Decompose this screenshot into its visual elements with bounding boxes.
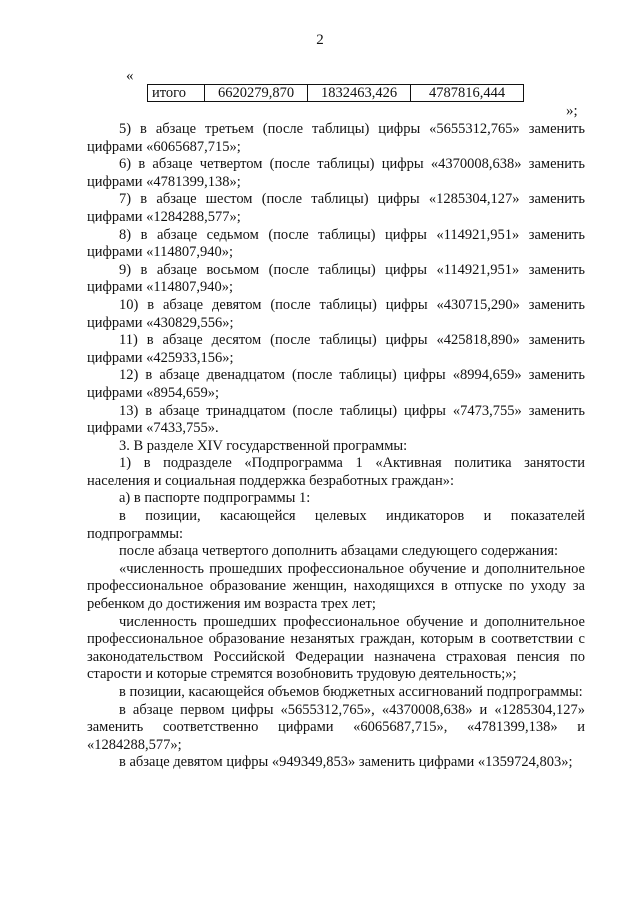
table-row <box>148 85 524 102</box>
opening-quote: « <box>126 68 134 84</box>
closing-quote: »; <box>566 103 578 119</box>
paragraph: «численность прошедших профессиональное обучение и дополнительное профессиональное образование женщин, находящихся в отпуске по уходу за ребенком до достижения им возраста трех лет; <box>87 560 585 613</box>
table-cell-value: 4787816,444 <box>411 85 524 102</box>
paragraph: в абзаце девятом цифры «949349,853» заменить цифрами «1359724,803»; <box>119 754 573 771</box>
paragraph: 6) в абзаце четвертом (после таблицы) цифры «4370008,638» заменить цифрами «4781399,138»; <box>87 156 585 190</box>
paragraph: 3. В разделе XIV государственной программы: <box>119 437 408 454</box>
paragraph: в позиции, касающейся объемов бюджетных ассигнований подпрограммы: <box>119 684 583 700</box>
paragraph: 13) в абзаце тринадцатом (после таблицы) цифры «7473,755» заменить цифрами «7433,755». <box>87 402 585 437</box>
table-cell-value: 6620279,870 <box>205 85 308 102</box>
paragraph: в позиции, касающейся целевых индикаторов и показателей подпрограммы: <box>87 508 585 542</box>
paragraph: 5) в абзаце третьем (после таблицы) цифры «5655312,765» заменить цифрами «6065687,715»; <box>87 121 585 155</box>
paragraph: в абзаце первом цифры «5655312,765», «4370008,638» и «1285304,127» заменить соответственно цифрами «6065687,715», «4781399,138» и «1284288,577»; <box>87 701 585 753</box>
table-cell-value: 1832463,426 <box>308 85 411 102</box>
table-cell-label: итого <box>148 85 205 102</box>
paragraph: после абзаца четвертого дополнить абзацами следующего содержания: <box>119 543 559 560</box>
totals-table <box>147 84 524 102</box>
paragraph: 8) в абзаце седьмом (после таблицы) цифры «114921,951» заменить цифрами «114807,940»; <box>87 226 585 261</box>
paragraph: 9) в абзаце восьмом (после таблицы) цифры «114921,951» заменить цифрами «114807,940»; <box>87 261 585 296</box>
paragraph: 12) в абзаце двенадцатом (после таблицы) цифры «8994,659» заменить цифрами «8954,659»; <box>87 367 585 401</box>
page-number: 2 <box>316 32 324 48</box>
paragraph: 7) в абзаце шестом (после таблицы) цифры «1285304,127» заменить цифрами «1284288,577»; <box>87 191 585 225</box>
paragraph: 1) в подразделе «Подпрограмма 1 «Активная политика занятости населения и социальная поддержка безработных граждан»: <box>87 455 585 489</box>
paragraph: 10) в абзаце девятом (после таблицы) цифры «430715,290» заменить цифрами «430829,556»; <box>87 296 585 331</box>
paragraph: численность прошедших профессиональное обучение и дополнительное профессиональное образование незанятых граждан, которым в соответствии с законодательством Российской Федерации назначена страховая пенсия по старости и которые стремятся возобновить трудовую деятельность;»; <box>87 613 585 683</box>
document-body <box>87 121 585 772</box>
paragraph: 11) в абзаце десятом (после таблицы) цифры «425818,890» заменить цифрами «425933,156»; <box>87 332 585 366</box>
paragraph: а) в паспорте подпрограммы 1: <box>119 490 311 507</box>
